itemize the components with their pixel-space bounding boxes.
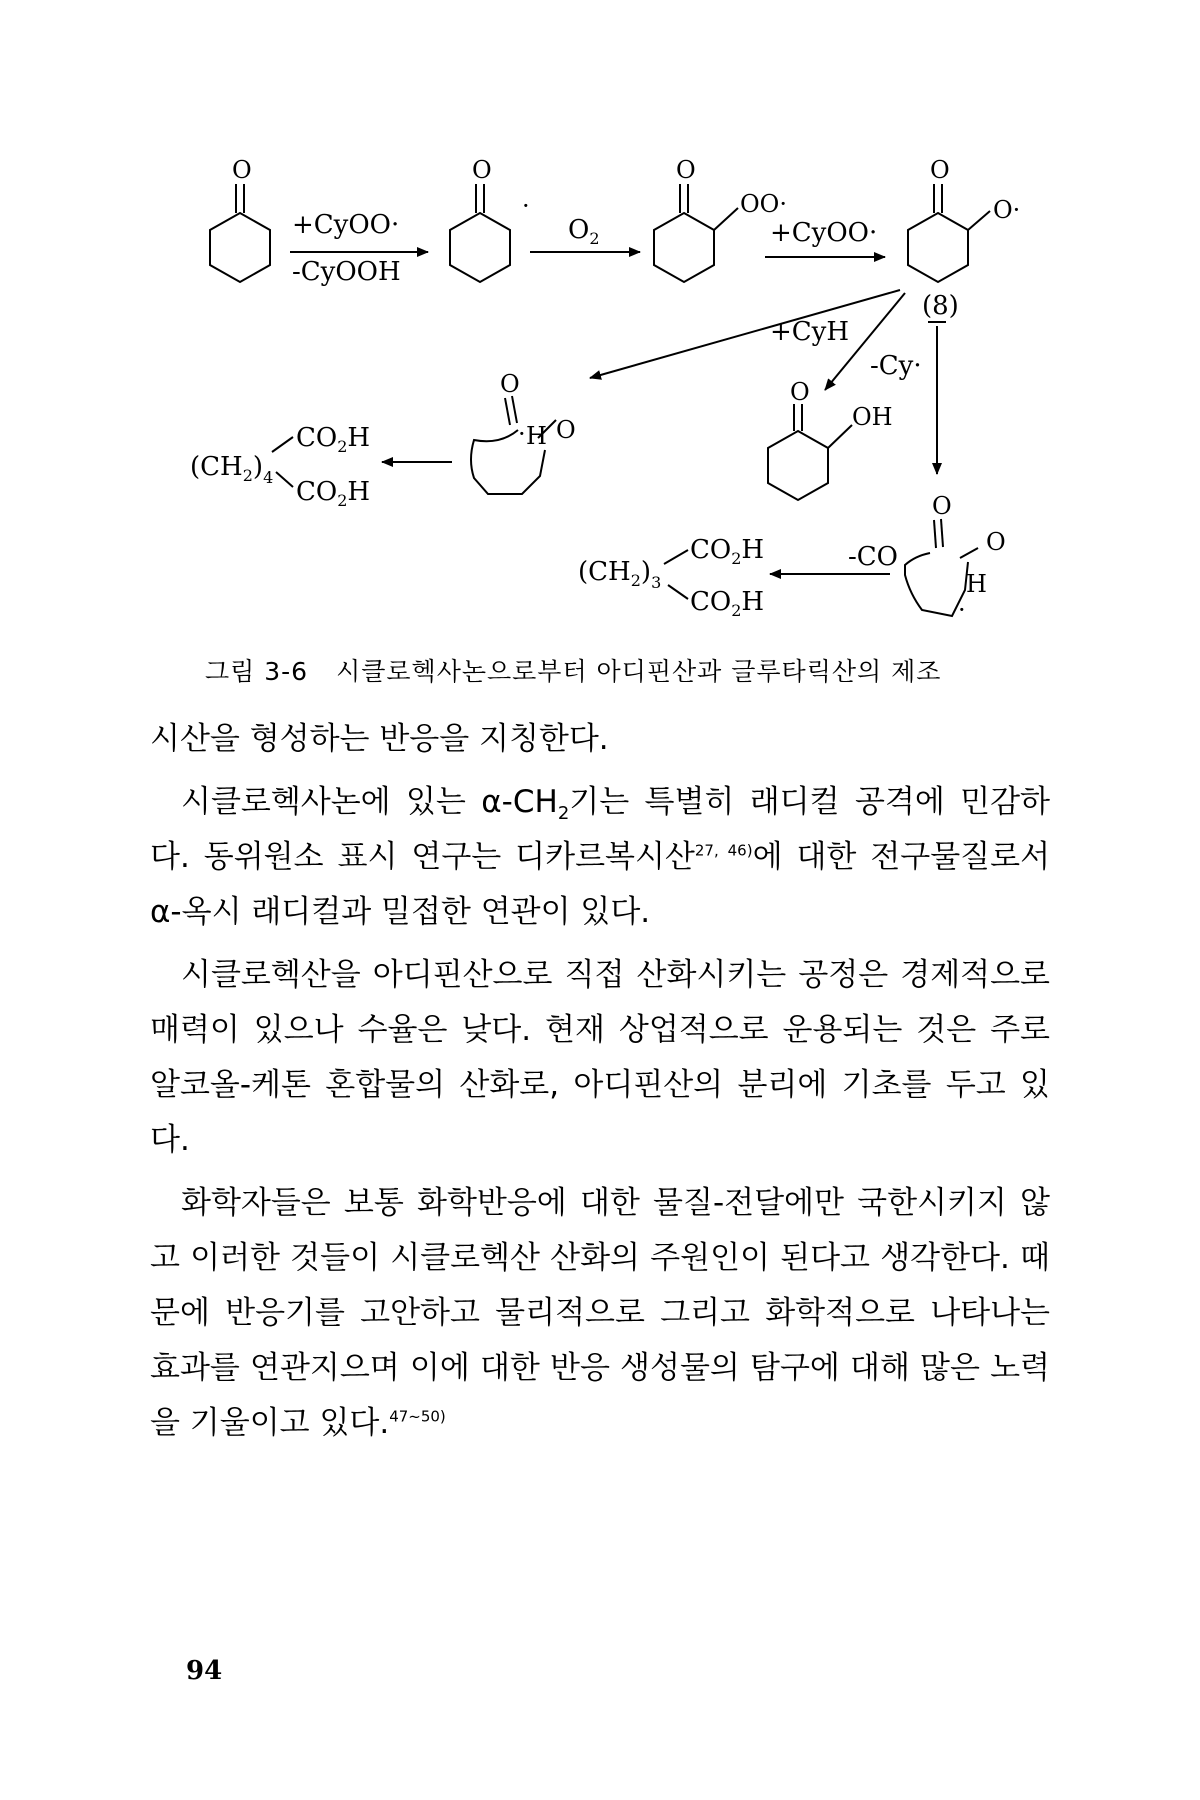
peroxy-radical-label: OO· <box>740 190 787 218</box>
figure-caption <box>205 652 941 688</box>
adipic-acid-bond-upper <box>272 437 293 452</box>
paragraph-1: 시산을 형성하는 반응을 지칭한다. <box>150 721 609 757</box>
oxygen-label: O <box>790 378 810 406</box>
page-number: 94 <box>186 1656 223 1686</box>
reaction-scheme-figure <box>0 0 1200 640</box>
reference-superscript: 47~50) <box>389 1407 446 1426</box>
hydroxyl-label: OH <box>852 403 893 431</box>
lower-keto-aldehyde-structure <box>905 519 978 616</box>
adipic-acid-bond-lower <box>276 472 293 487</box>
glutaric-acid-bond-upper <box>664 550 688 564</box>
oxygen-label: O <box>932 492 952 520</box>
reagent-co-loss: -CO <box>848 542 898 572</box>
aldehyde-h-label: H <box>526 422 547 450</box>
reagent-add-cyoo: +CyOO· <box>292 210 400 240</box>
paragraph-2-part-c: 에 대한 전구물질로서 α-옥시 래디컬과 밀접한 연관이 있다. <box>150 839 1051 930</box>
reagent-oxygen: $O_2$ <box>568 215 600 248</box>
oxygen-label: O <box>676 156 696 184</box>
aldehyde-h-label: H <box>966 570 987 598</box>
hydroxy-cyclohexanone-structure <box>768 404 852 500</box>
radical-dot-label: · <box>518 420 526 448</box>
oxygen-label: O <box>232 156 252 184</box>
oxygen-label: O <box>472 156 492 184</box>
glutaric-acid-cooh-lower: $CO_2H$ <box>690 587 765 620</box>
oxy-radical-structure <box>908 184 990 282</box>
reagent-add-cyoo-2: +CyOO· <box>770 218 878 248</box>
reagent-cyh: +CyH <box>770 317 850 347</box>
compound-8-label: (8) <box>922 291 959 321</box>
paragraph-4 <box>150 1176 1050 1451</box>
paragraph-3: 시클로헥산을 아디핀산으로 직접 산화시키는 공정은 경제적으로 매력이 있으나 수율은 낮다. 현재 상업적으로 운용되는 것은 주로 알코올-케톤 혼합물의 산화로, 아디핀산의 분리에 기초를 두고 있다. <box>150 957 1050 1158</box>
figure-caption-text: 시클로헥사논으로부터 아디핀산과 글루타릭산의 제조 <box>336 657 942 686</box>
reagent-cy-radical: -Cy· <box>870 351 922 381</box>
glutaric-acid-cooh-upper: $CO_2H$ <box>690 535 765 568</box>
reagent-remove-cyooh: -CyOOH <box>292 257 401 287</box>
subscript: 2 <box>557 803 570 825</box>
body-text <box>150 712 1050 1459</box>
aldehyde-o-label: O <box>556 416 576 444</box>
aldehyde-o-label: O <box>986 528 1006 556</box>
radical-dot-label: · <box>522 192 530 220</box>
radical-dot-label: · <box>958 596 966 624</box>
paragraph-2-part-a: 시클로헥사논에 있는 α-CH <box>181 784 558 820</box>
paragraph-4-text: 화학자들은 보통 화학반응에 대한 물질-전달에만 국한시키지 않고 이러한 것들이 시클로헥산 산화의 주원인이 된다고 생각한다. 때문에 반응기를 고안하고 물리적으로 그리고 화학적으로 나타나는 효과를 연관지으며 이에 대한 반응 생성물의 탐구에 대해 많은 노력을 기울이고 있다. <box>150 1185 1050 1441</box>
oxy-radical-label: O· <box>993 196 1021 224</box>
paragraph-2 <box>150 775 1050 940</box>
adipic-acid-cooh-lower: $CO_2H$ <box>296 477 371 510</box>
glutaric-acid-bond-lower <box>668 585 688 599</box>
reference-superscript: 27, 46) <box>694 841 753 860</box>
oxygen-label: O <box>500 370 520 398</box>
adipic-acid-cooh-upper: $CO_2H$ <box>296 423 371 456</box>
arrow-ring-opening <box>590 290 900 378</box>
figure-number: 그림 3-6 <box>205 657 309 686</box>
peroxy-radical-structure <box>654 184 738 282</box>
oxygen-label: O <box>930 156 950 184</box>
adipic-acid-formula: $(CH_2)_4$ <box>190 452 274 487</box>
cyclohexanone-structure <box>210 184 270 282</box>
cyclohexanone-radical-structure <box>450 184 510 282</box>
paragraph-2-part-b: 기는 특별히 래디컬 공격에 민감하다. 동위원소 표시 연구는 디카르복시산 <box>150 784 1050 875</box>
glutaric-acid-formula: $(CH_2)_3$ <box>578 557 662 592</box>
